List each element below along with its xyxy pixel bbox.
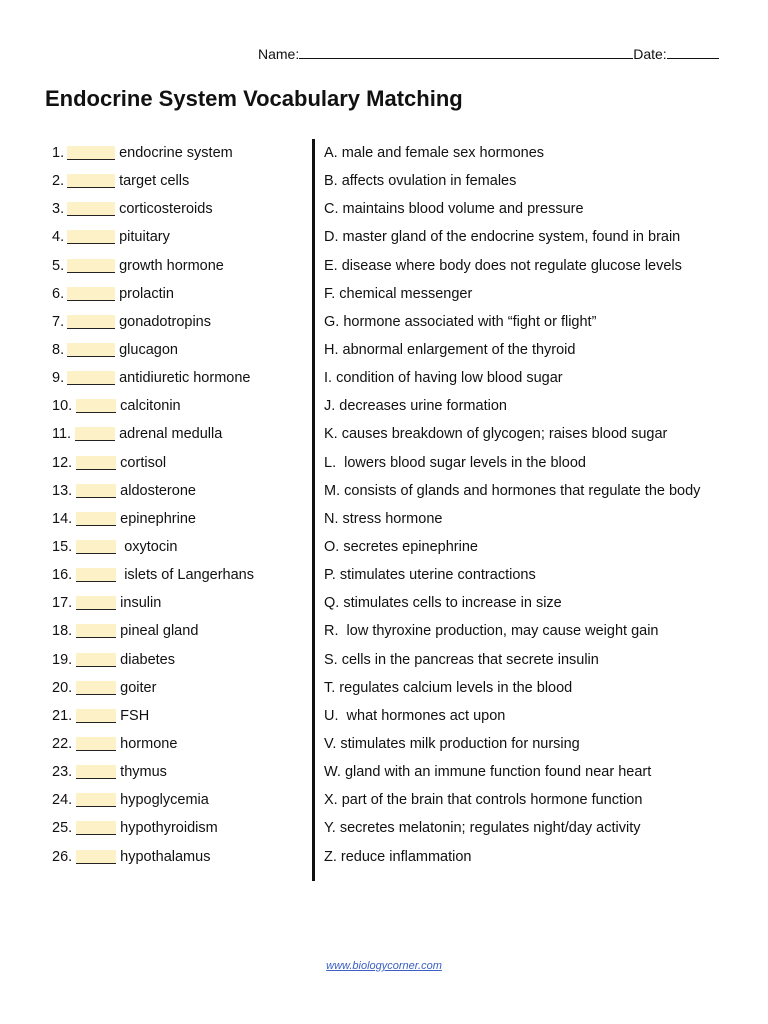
term-row bbox=[52, 617, 302, 645]
term-row bbox=[52, 730, 302, 758]
term-label: insulin bbox=[120, 595, 162, 612]
term-label: hypothyroidism bbox=[120, 820, 218, 837]
definition-item: A. male and female sex hormones bbox=[324, 145, 545, 162]
answer-blank[interactable] bbox=[67, 174, 115, 188]
term-label: hypoglycemia bbox=[120, 792, 209, 809]
term-number: 19. bbox=[52, 651, 73, 668]
definition-item: L. lowers blood sugar levels in the blood bbox=[324, 454, 586, 471]
term-number: 5. bbox=[52, 257, 65, 274]
answer-blank[interactable] bbox=[75, 427, 115, 441]
term-number: 7. bbox=[52, 313, 65, 330]
answer-blank[interactable] bbox=[76, 540, 116, 554]
term-row bbox=[52, 758, 302, 786]
term-row bbox=[52, 420, 302, 448]
term-number: 15. bbox=[52, 539, 73, 556]
column-divider bbox=[312, 139, 315, 881]
answer-blank[interactable] bbox=[76, 484, 116, 498]
term-label: cortisol bbox=[120, 454, 167, 471]
answer-blank[interactable] bbox=[76, 737, 116, 751]
definition-item: G. hormone associated with “fight or flight” bbox=[324, 313, 597, 330]
term-label: calcitonin bbox=[120, 398, 181, 415]
definition-item: C. maintains blood volume and pressure bbox=[324, 201, 584, 218]
term-label: FSH bbox=[120, 707, 150, 724]
term-number: 9. bbox=[52, 370, 65, 387]
definition-item: O. secretes epinephrine bbox=[324, 539, 478, 556]
term-row bbox=[52, 561, 302, 589]
answer-blank[interactable] bbox=[67, 371, 115, 385]
definition-item: P. stimulates uterine contractions bbox=[324, 567, 536, 584]
answer-blank[interactable] bbox=[76, 709, 116, 723]
answer-blank[interactable] bbox=[67, 259, 115, 273]
answer-blank[interactable] bbox=[67, 146, 115, 160]
term-label: antidiuretic hormone bbox=[119, 370, 251, 387]
term-number: 16. bbox=[52, 567, 73, 584]
term-number: 11. bbox=[52, 426, 72, 443]
term-number: 17. bbox=[52, 595, 73, 612]
definition-item: U. what hormones act upon bbox=[324, 707, 506, 724]
term-label: oxytocin bbox=[120, 539, 178, 556]
date-field[interactable] bbox=[667, 46, 719, 59]
answer-blank[interactable] bbox=[76, 624, 116, 638]
definition-item: I. condition of having low blood sugar bbox=[324, 370, 563, 387]
term-row bbox=[52, 252, 302, 280]
answer-blank[interactable] bbox=[76, 850, 116, 864]
term-row bbox=[52, 674, 302, 702]
term-label: aldosterone bbox=[120, 482, 196, 499]
answer-blank[interactable] bbox=[76, 821, 116, 835]
term-number: 14. bbox=[52, 510, 73, 527]
definition-item: R. low thyroxine production, may cause weight gain bbox=[324, 623, 659, 640]
term-row bbox=[52, 702, 302, 730]
page-title: Endocrine System Vocabulary Matching bbox=[45, 86, 463, 111]
answer-blank[interactable] bbox=[76, 456, 116, 470]
definition-item: K. causes breakdown of glycogen; raises blood sugar bbox=[324, 426, 668, 443]
definition-item: D. master gland of the endocrine system, found in brain bbox=[324, 229, 681, 246]
term-number: 10. bbox=[52, 398, 73, 415]
answer-blank[interactable] bbox=[67, 230, 115, 244]
answer-blank[interactable] bbox=[76, 512, 116, 526]
answer-blank[interactable] bbox=[76, 568, 116, 582]
date-label: Date: bbox=[633, 46, 667, 62]
term-label: endocrine system bbox=[119, 145, 233, 162]
definitions-list bbox=[324, 139, 754, 871]
definition-item: X. part of the brain that controls hormone function bbox=[324, 792, 643, 809]
answer-blank[interactable] bbox=[67, 202, 115, 216]
definition-item: M. consists of glands and hormones that regulate the body bbox=[324, 482, 701, 499]
term-row bbox=[52, 477, 302, 505]
term-label: adrenal medulla bbox=[119, 426, 223, 443]
term-number: 22. bbox=[52, 736, 73, 753]
definition-item: J. decreases urine formation bbox=[324, 398, 507, 415]
term-number: 6. bbox=[52, 285, 65, 302]
definition-item: T. regulates calcium levels in the blood bbox=[324, 679, 573, 696]
answer-blank[interactable] bbox=[76, 681, 116, 695]
answer-blank[interactable] bbox=[76, 399, 116, 413]
definition-item: F. chemical messenger bbox=[324, 285, 473, 302]
term-label: glucagon bbox=[119, 342, 178, 359]
definition-item: H. abnormal enlargement of the thyroid bbox=[324, 342, 576, 359]
term-number: 2. bbox=[52, 173, 65, 190]
term-label: target cells bbox=[119, 173, 190, 190]
term-number: 21. bbox=[52, 707, 73, 724]
term-number: 3. bbox=[52, 201, 65, 218]
term-label: hypothalamus bbox=[120, 848, 211, 865]
term-label: hormone bbox=[120, 736, 178, 753]
term-label: growth hormone bbox=[119, 257, 224, 274]
term-row bbox=[52, 308, 302, 336]
term-label: goiter bbox=[120, 679, 157, 696]
term-label: gonadotropins bbox=[119, 313, 212, 330]
term-row bbox=[52, 195, 302, 223]
term-label: diabetes bbox=[120, 651, 175, 668]
term-label: thymus bbox=[120, 764, 167, 781]
name-label: Name: bbox=[258, 46, 300, 62]
term-number: 8. bbox=[52, 342, 65, 359]
term-row bbox=[52, 139, 302, 167]
term-number: 24. bbox=[52, 792, 73, 809]
term-row bbox=[52, 646, 302, 674]
term-number: 12. bbox=[52, 454, 73, 471]
definition-item: W. gland with an immune function found near heart bbox=[324, 764, 652, 781]
definition-item: Q. stimulates cells to increase in size bbox=[324, 595, 562, 612]
definition-item: Y. secretes melatonin; regulates night/day activity bbox=[324, 820, 641, 837]
term-row bbox=[52, 786, 302, 814]
term-number: 13. bbox=[52, 482, 73, 499]
term-label: pineal gland bbox=[120, 623, 199, 640]
term-label: pituitary bbox=[119, 229, 170, 246]
term-number: 20. bbox=[52, 679, 73, 696]
answer-blank[interactable] bbox=[67, 315, 115, 329]
term-label: prolactin bbox=[119, 285, 174, 302]
term-row bbox=[52, 392, 302, 420]
answer-blank[interactable] bbox=[76, 653, 116, 667]
answer-blank[interactable] bbox=[67, 343, 115, 357]
term-row bbox=[52, 505, 302, 533]
term-number: 18. bbox=[52, 623, 73, 640]
definition-item: E. disease where body does not regulate glucose levels bbox=[324, 257, 682, 274]
name-field[interactable] bbox=[299, 46, 633, 59]
name-date-header bbox=[258, 46, 719, 62]
answer-blank[interactable] bbox=[76, 596, 116, 610]
definition-item: N. stress hormone bbox=[324, 510, 443, 527]
term-row bbox=[52, 449, 302, 477]
term-row bbox=[52, 280, 302, 308]
term-number: 25. bbox=[52, 820, 73, 837]
definition-item: B. affects ovulation in females bbox=[324, 173, 517, 190]
term-number: 26. bbox=[52, 848, 73, 865]
term-row bbox=[52, 814, 302, 842]
answer-blank[interactable] bbox=[76, 765, 116, 779]
definition-item: S. cells in the pancreas that secrete insulin bbox=[324, 651, 599, 668]
term-row bbox=[52, 336, 302, 364]
term-row bbox=[52, 223, 302, 251]
answer-blank[interactable] bbox=[67, 287, 115, 301]
term-row bbox=[52, 167, 302, 195]
definition-item: Z. reduce inflammation bbox=[324, 848, 472, 865]
definition-item: V. stimulates milk production for nursing bbox=[324, 736, 580, 753]
term-number: 23. bbox=[52, 764, 73, 781]
term-label: corticosteroids bbox=[119, 201, 213, 218]
term-row bbox=[52, 843, 302, 871]
term-row bbox=[52, 364, 302, 392]
term-label: epinephrine bbox=[120, 510, 196, 527]
footer-link[interactable]: www.biologycorner.com bbox=[326, 960, 442, 972]
term-number: 1. bbox=[52, 145, 65, 162]
term-label: islets of Langerhans bbox=[120, 567, 254, 584]
term-row bbox=[52, 589, 302, 617]
answer-blank[interactable] bbox=[76, 793, 116, 807]
term-row bbox=[52, 533, 302, 561]
footer bbox=[0, 960, 768, 972]
terms-list bbox=[52, 139, 302, 871]
term-number: 4. bbox=[52, 229, 65, 246]
